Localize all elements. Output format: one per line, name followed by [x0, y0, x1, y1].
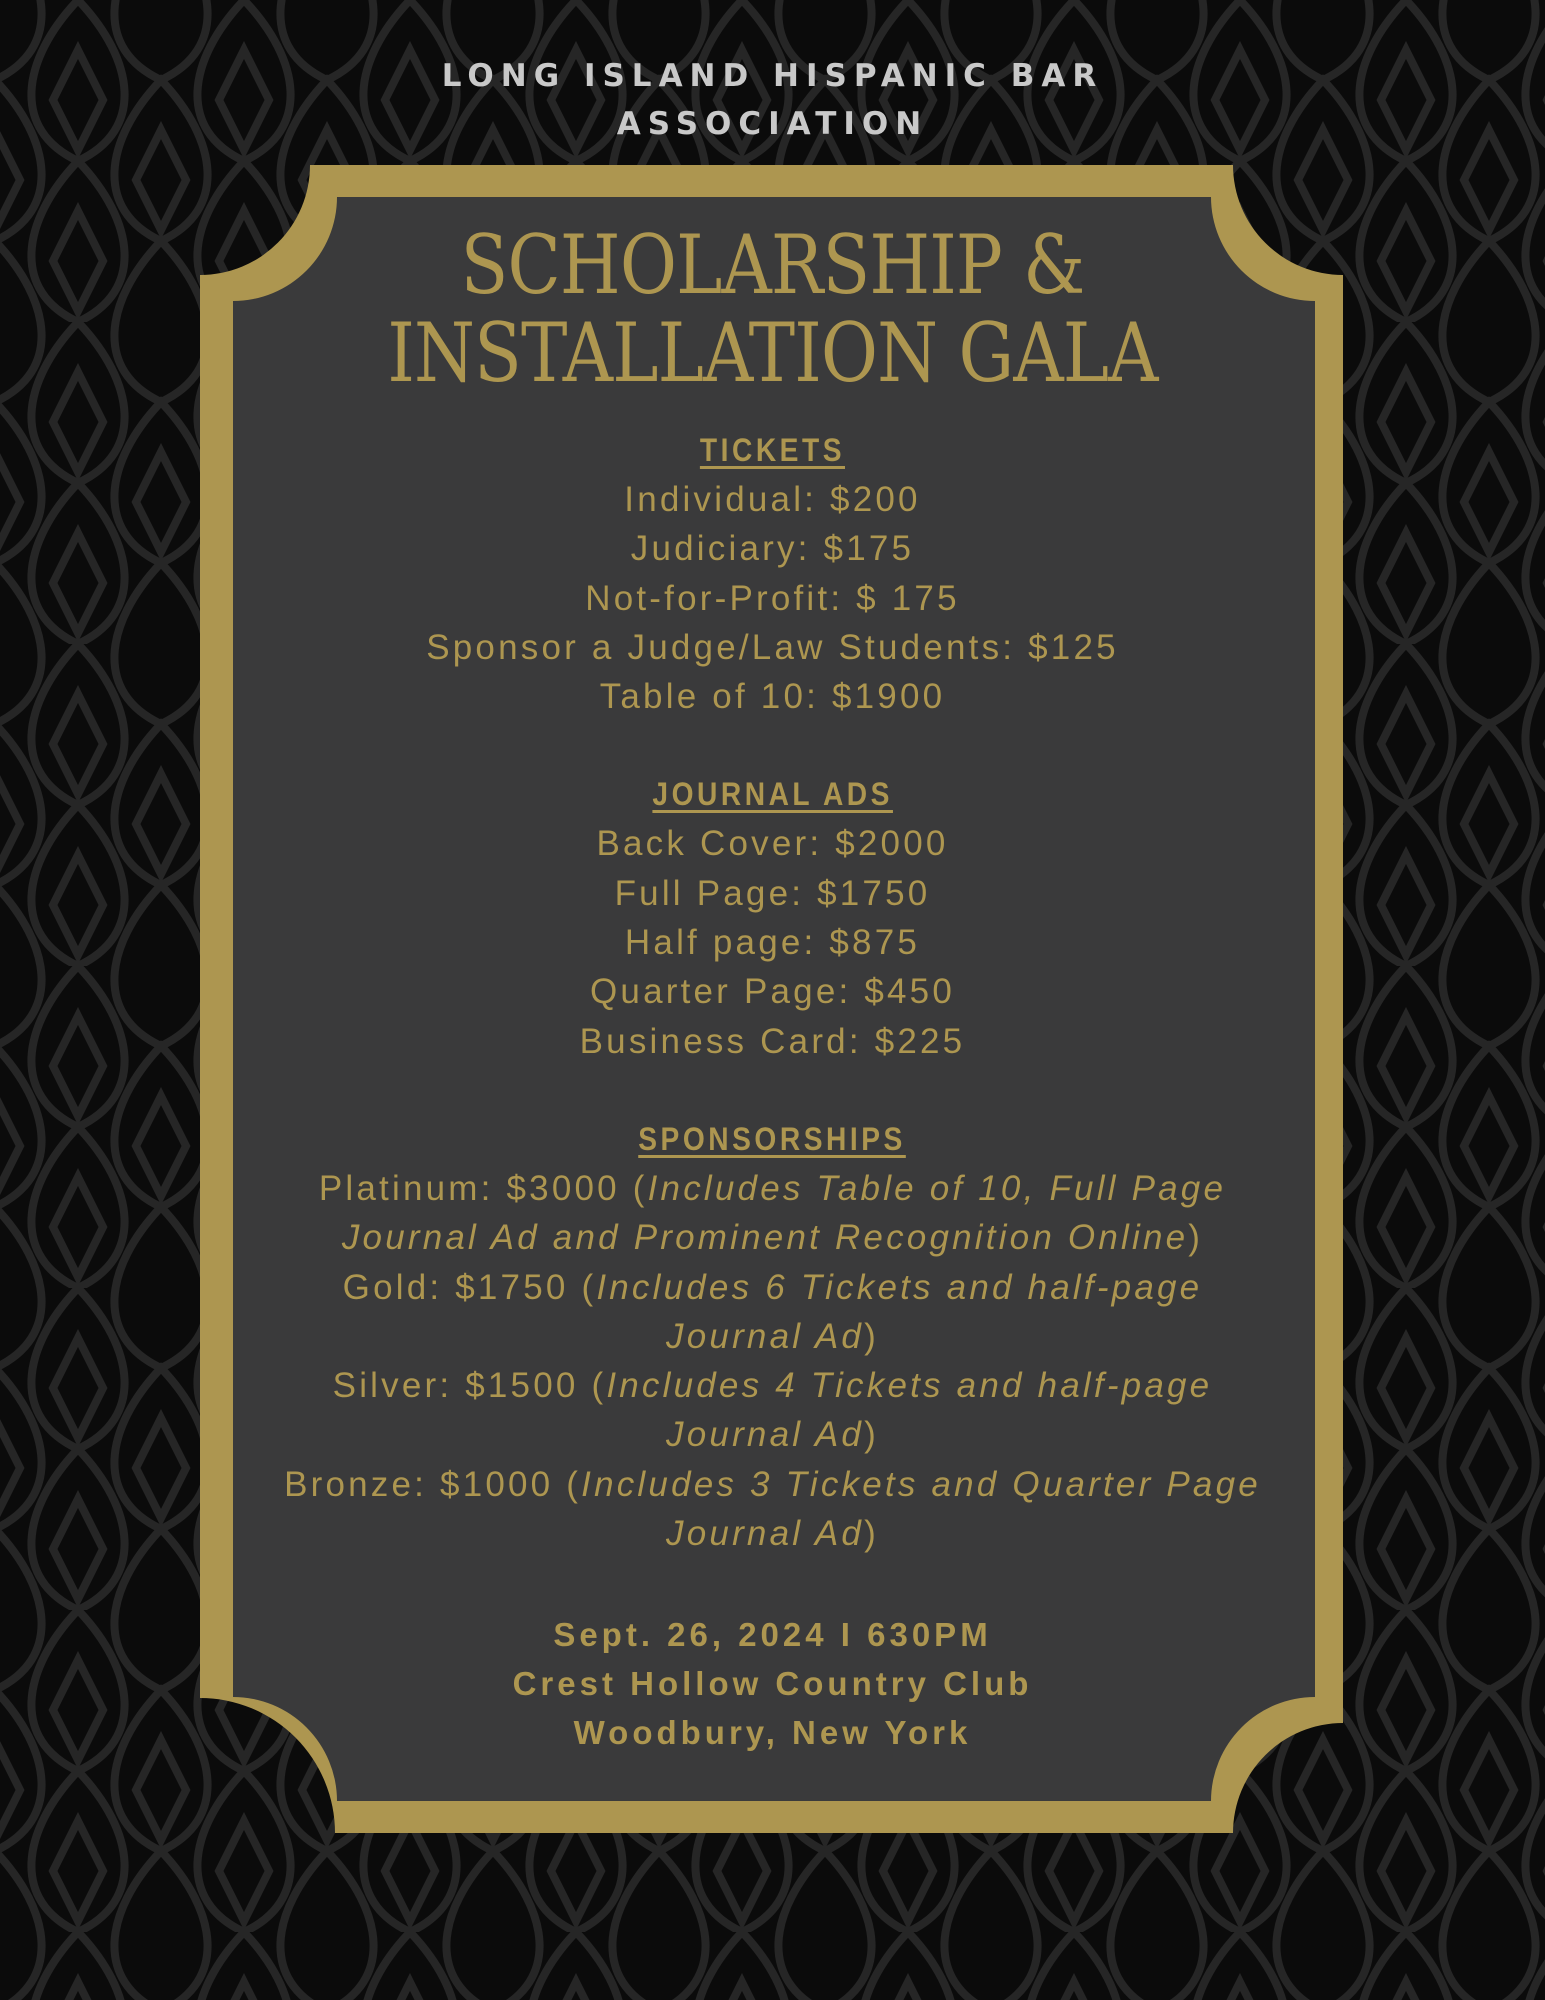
journal-ads-heading: JOURNAL ADS — [652, 776, 893, 813]
sponsorship-line — [220, 1312, 1325, 1361]
ticket-price-item: Sponsor a Judge/Law Students: $125 — [426, 627, 1119, 667]
ticket-price-item: Individual: $200 — [624, 480, 921, 519]
sponsorship-includes: Journal Ad and Prominent Recognition Online — [341, 1218, 1189, 1258]
sponsorship-tier: Bronze: $1000 ( — [284, 1464, 582, 1504]
sponsorship-line — [220, 1361, 1325, 1410]
sponsorship-includes: Includes 3 Tickets and Quarter Page — [581, 1464, 1261, 1504]
sponsorship-includes: Includes 4 Tickets and half-page — [606, 1366, 1213, 1406]
sponsorship-line — [220, 1263, 1325, 1312]
tickets-heading: TICKETS — [699, 432, 846, 468]
sponsorship-tier: Silver: $1500 ( — [332, 1366, 607, 1406]
event-location: Woodbury, New York — [573, 1714, 972, 1752]
gala-title-line1: SCHOLARSHIP & — [460, 219, 1085, 313]
journal-ad-item: Business Card: $225 — [579, 1021, 966, 1061]
event-venue: Crest Hollow Country Club — [512, 1665, 1033, 1703]
gala-title-line2: INSTALLATION GALA — [387, 307, 1158, 401]
sponsorship-close: ) — [864, 1514, 879, 1554]
sponsorship-line — [220, 1213, 1325, 1262]
event-date-time: Sept. 26, 2024 I 630PM — [553, 1616, 992, 1654]
sponsorship-close: ) — [864, 1316, 879, 1356]
sponsorship-includes: Includes Table of 10, Full Page — [647, 1168, 1227, 1208]
sponsorship-line — [220, 1164, 1325, 1213]
sponsorship-line — [220, 1410, 1325, 1459]
sponsorship-includes: Journal Ad — [666, 1514, 865, 1554]
sponsorship-includes: Journal Ad — [666, 1316, 865, 1356]
ticket-price-item: Judiciary: $175 — [630, 529, 915, 569]
sponsorship-line — [220, 1460, 1325, 1509]
ticket-price-item: Not-for-Profit: $ 175 — [585, 578, 960, 618]
event-details — [220, 1610, 1325, 1757]
sponsorship-close: ) — [864, 1415, 879, 1455]
journal-ad-item: Full Page: $1750 — [614, 873, 931, 913]
journal-ad-item: Back Cover: $2000 — [596, 824, 949, 864]
sponsorship-close: ) — [1188, 1218, 1204, 1258]
gala-title — [297, 219, 1247, 401]
organization-name-line1: LONG ISLAND HISPANIC BAR — [441, 58, 1104, 94]
gala-details — [220, 219, 1325, 1757]
journal-ad-item: Quarter Page: $450 — [589, 972, 956, 1012]
organization-name-line2: ASSOCIATION — [616, 106, 929, 142]
sponsorship-includes: Includes 6 Tickets and half-page — [596, 1267, 1203, 1307]
journal-ad-item: Half page: $875 — [624, 923, 921, 963]
tickets-section — [220, 426, 1325, 721]
journal-ads-section — [220, 770, 1325, 1065]
ticket-price-item: Table of 10: $1900 — [599, 677, 946, 717]
sponsorships-heading: SPONSORSHIPS — [638, 1120, 907, 1157]
sponsorship-includes: Journal Ad — [666, 1415, 865, 1455]
sponsorship-line — [220, 1509, 1325, 1558]
sponsorships-section — [220, 1115, 1325, 1558]
sponsorship-tier: Gold: $1750 ( — [342, 1267, 597, 1307]
sponsorship-tier: Platinum: $3000 ( — [318, 1168, 648, 1208]
